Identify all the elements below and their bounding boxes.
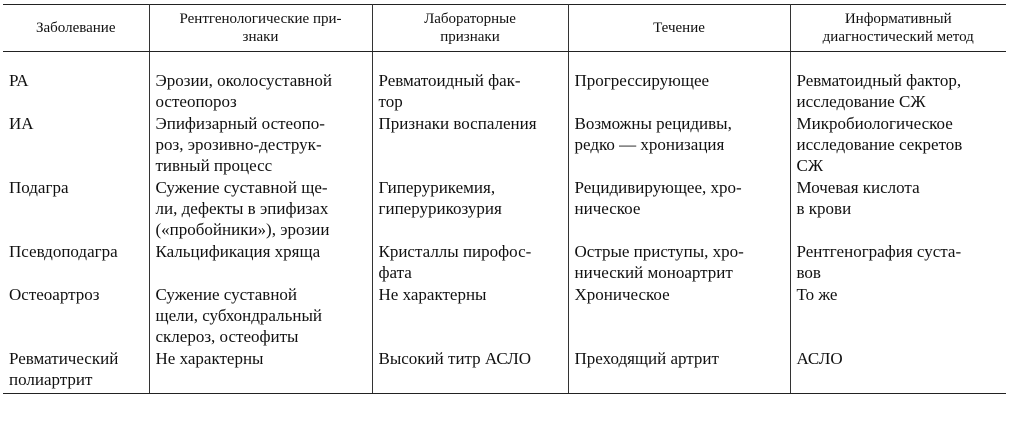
cell-course: Хроническое bbox=[568, 284, 790, 348]
cell-method: Рентгенография суста- вов bbox=[790, 241, 1006, 284]
cell-method: Ревматоидный фактор, исследование СЖ bbox=[790, 52, 1006, 114]
cell-course: Преходящий артрит bbox=[568, 348, 790, 394]
cell-xray: Кальцификация хряща bbox=[149, 241, 372, 284]
table-row bbox=[3, 348, 1006, 394]
cell-xray: Сужение суставной щели, субхондральный склероз, остеофиты bbox=[149, 284, 372, 348]
header-lab-signs: Лабораторные признаки bbox=[372, 5, 568, 52]
cell-lab: Признаки воспаления bbox=[372, 113, 568, 177]
cell-lab: Ревматоидный фак- тор bbox=[372, 52, 568, 114]
cell-disease: Ревматический полиартрит bbox=[3, 348, 149, 394]
header-xray-signs: Рентгенологические при- знаки bbox=[149, 5, 372, 52]
table-row bbox=[3, 52, 1006, 114]
cell-disease: ИА bbox=[3, 113, 149, 177]
table-header bbox=[3, 5, 1006, 52]
cell-method: Микробиологическое исследование секретов СЖ bbox=[790, 113, 1006, 177]
cell-xray: Не характерны bbox=[149, 348, 372, 394]
table-row bbox=[3, 241, 1006, 284]
header-diagnostic-method: Информативный диагностический метод bbox=[790, 5, 1006, 52]
header-course: Течение bbox=[568, 5, 790, 52]
cell-course: Рецидивирующее, хро- ническое bbox=[568, 177, 790, 241]
cell-course: Прогрессирующее bbox=[568, 52, 790, 114]
cell-lab: Высокий титр АСЛО bbox=[372, 348, 568, 394]
cell-disease: РА bbox=[3, 52, 149, 114]
cell-lab: Не характерны bbox=[372, 284, 568, 348]
cell-method: АСЛО bbox=[790, 348, 1006, 394]
cell-xray: Эрозии, околосуставной остеопороз bbox=[149, 52, 372, 114]
cell-course: Острые приступы, хро- нический моноартрит bbox=[568, 241, 790, 284]
header-disease: Заболевание bbox=[3, 5, 149, 52]
table-row bbox=[3, 113, 1006, 177]
cell-course: Возможны рецидивы, редко — хронизация bbox=[568, 113, 790, 177]
table-row bbox=[3, 177, 1006, 241]
cell-method: Мочевая кислота в крови bbox=[790, 177, 1006, 241]
cell-disease: Подагра bbox=[3, 177, 149, 241]
table-row bbox=[3, 284, 1006, 348]
cell-lab: Кристаллы пирофос- фата bbox=[372, 241, 568, 284]
cell-xray: Сужение суставной ще- ли, дефекты в эпифизах («пробойники»), эрозии bbox=[149, 177, 372, 241]
table-body bbox=[3, 52, 1006, 394]
cell-xray: Эпифизарный остеопо- роз, эрозивно-деструк- тивный процесс bbox=[149, 113, 372, 177]
diagnosis-table bbox=[3, 4, 1006, 394]
cell-method: То же bbox=[790, 284, 1006, 348]
cell-disease: Псевдоподагра bbox=[3, 241, 149, 284]
cell-lab: Гиперурикемия, гиперурикозурия bbox=[372, 177, 568, 241]
header-row bbox=[3, 5, 1006, 52]
cell-disease: Остеоартроз bbox=[3, 284, 149, 348]
